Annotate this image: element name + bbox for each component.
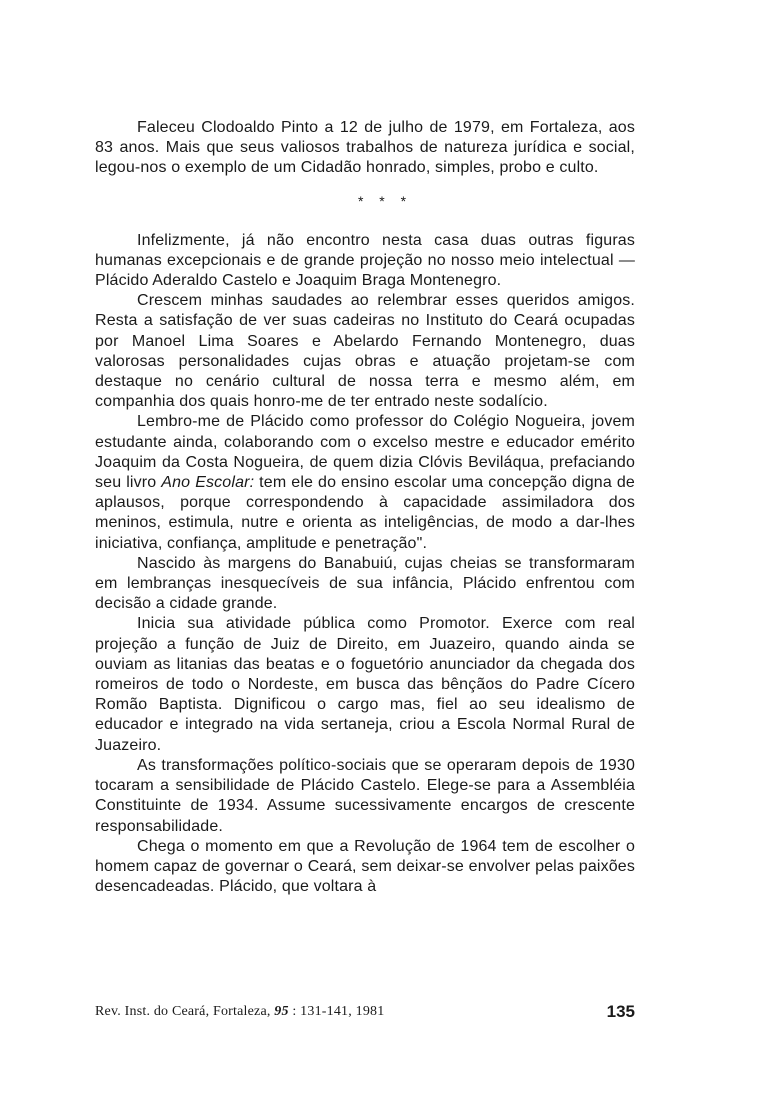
- paragraph-1: Faleceu Clodoaldo Pinto a 12 de julho de 1979, em Fortaleza, aos 83 anos. Mais que seus valiosos trabalhos de natureza jurídica e social, legou-nos o exemplo de um Cidadão honrado, simples, probo e culto.: [95, 119, 635, 177]
- paragraph-8: Chega o momento em que a Revolução de 1964 tem de escolher o homem capaz de governar o Ceará, sem deixar-se envolver pelas paixões desencadeadas. Plácido, que voltara à: [95, 837, 635, 896]
- paragraph-3: Crescem minhas saudades ao relembrar esses queridos amigos. Resta a satisfação de ver suas cadeiras no Instituto do Ceará ocupadas por Manoel Lima Soares e Abelardo Fernando Montenegro, duas valorosas personalidades cujas obras e atuação projetam-se com destaque no cenário cultural de nossa terra e mesmo além, em companhia dos quais honro-me de ter entrado neste sodalício.: [95, 292, 635, 411]
- citation-prefix: Rev. Inst. do Ceará, Fortaleza,: [95, 1004, 271, 1019]
- paragraph-5: Nascido às margens do Banabuiú, cujas cheias se transformaram em lembranças inesquecíveis de sua infância, Plácido enfrentou com decisão a cidade grande.: [95, 554, 635, 613]
- citation-suffix: : 131-141, 1981: [292, 1004, 385, 1019]
- text-column: [95, 118, 635, 897]
- page-footer: [95, 1004, 635, 1026]
- quote-tail: tem ele do ensino escolar uma concepção digna de aplausos, porque correspondendo à capacidade assimiladora dos meninos, estimula, nutre e orienta as inteligências, de modo a dar-lhes iniciativa, confiança, amplitude e penetração".: [95, 474, 635, 552]
- paragraph-4: [95, 412, 635, 553]
- paragraph-2: Infelizmente, já não encontro nesta casa duas outras figuras humanas excepcionais e de grande projeção no nosso meio intelectual — Plácido Aderaldo Castelo e Joaquim Braga Montenegro.: [95, 231, 635, 290]
- paragraph-4-text: Lembro-me de Plácido como professor do Colégio Nogueira, jovem estudante ainda, colaborando com o excelso mestre e educador emérito Joaquim da Costa Nogueira, de quem dizia Clóvis Beviláqua, prefaciando seu livro: [95, 413, 635, 492]
- section-separator: * * *: [357, 192, 413, 209]
- book-title: Ano Escolar:: [161, 474, 255, 492]
- citation-volume: 95: [274, 1004, 289, 1019]
- paragraph-6: Inicia sua atividade pública como Promotor. Exerce com real projeção a função de Juiz de Direito, em Juazeiro, quando ainda se ouviam as litanias das beatas e o foguetório anunciador da chegada dos romeiros de todo o Nordeste, em busca das bênçãos do Padre Cícero Romão Baptista. Dignificou o cargo mas, fiel ao seu idealismo de educador e integrado na vida sertaneja, criou a Escola Normal Rural de Juazeiro.: [95, 615, 635, 754]
- page-number: 135: [606, 1002, 635, 1021]
- journal-citation: [95, 1004, 384, 1020]
- paragraph-7: As transformações político-sociais que se operaram depois de 1930 tocaram a sensibilidade de Plácido Castelo. Elege-se para a Assembléia Constituinte de 1934. Assume sucessivamente encargos de crescente responsabilidade.: [95, 756, 635, 835]
